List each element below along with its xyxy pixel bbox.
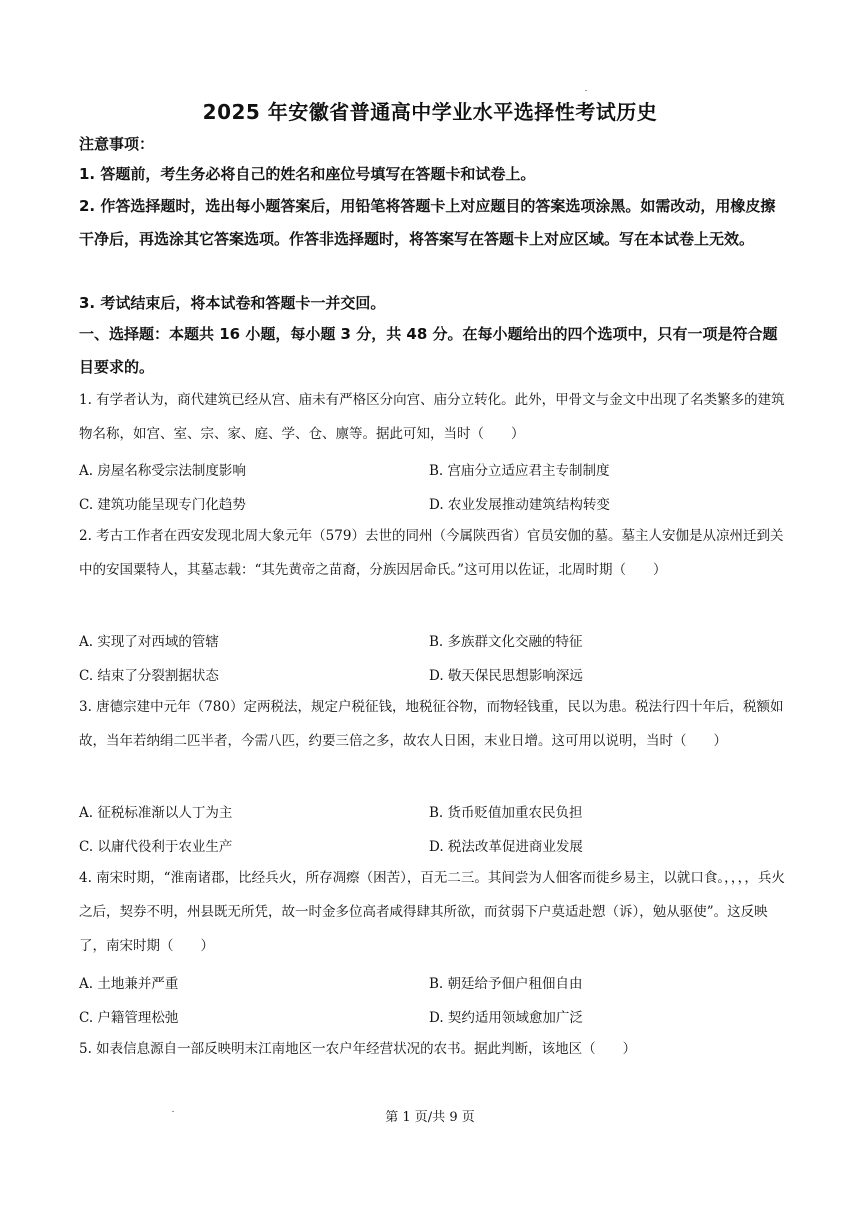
exam-title: 2025 年安徽省普通高中学业水平选择性考试历史: [202, 100, 658, 124]
option: A. 房屋名称受宗法制度影响: [79, 463, 246, 479]
section-heading: 一、选择题：本题共 16 小题，每小题 3 分，共 48 分。在每小题给出的四个选项中，只有一项是符合题目要求的。: [79, 325, 778, 376]
option: D. 敬天保民思想影响深远: [429, 668, 583, 684]
notice-item: 1. 答题前，考生务必将自己的姓名和座位号填写在答题卡和试卷上。: [79, 165, 536, 183]
option: C. 户籍管理松弛: [79, 1010, 179, 1026]
notice-heading: 注意事项：: [79, 135, 155, 153]
scan-dot: [585, 90, 587, 91]
option: C. 结束了分裂割据状态: [79, 668, 219, 684]
question-stem: 1. 有学者认为，商代建筑已经从宫、庙未有严格区分向宫、庙分立转化。此外，甲骨文与金文中出现了名类繁多的建筑物名称，如宫、室、宗、家、庭、学、仓、廪等。据此可知，当时（ ）: [79, 392, 785, 442]
page-footer: 第 1 页/共 9 页: [385, 1110, 475, 1125]
option: D. 契约适用领域愈加广泛: [429, 1010, 583, 1026]
question-stem: 4. 南宋时期，“淮南诸郡，比经兵火，所存凋瘵（困苦），百无二三。其间尝为人佃客而徙乡易主，以就口食。，，，，兵火之后，契券不明，州县既无所凭，故一时金多位高者咸得肆其所欲，而贫弱下户莫适赴愬（诉），勉从驱使”。这反映了，南宋时期（ ）: [79, 870, 785, 954]
option: B. 货币贬值加重农民负担: [429, 805, 583, 821]
option: D. 税法改革促进商业发展: [429, 839, 583, 855]
option: A. 征税标准渐以人丁为主: [79, 805, 233, 821]
question-stem: 3. 唐德宗建中元年（780）定两税法，规定户税征钱，地税征谷物，而物轻钱重，民以为患。税法行四十年后，税额如故，当年若纳绢二匹半者，今需八匹，约要三倍之多，故农人日困，末业日增。这可用以说明，当时（ ）: [79, 699, 784, 749]
notice-item: 3. 考试结束后，将本试卷和答题卡一并交回。: [79, 294, 386, 312]
option: B. 多族群文化交融的特征: [429, 634, 583, 650]
option: C. 建筑功能呈现专门化趋势: [79, 497, 246, 513]
option: A. 土地兼并严重: [79, 976, 179, 992]
option: B. 宫庙分立适应君主专制制度: [429, 463, 610, 479]
option: A. 实现了对西域的管辖: [79, 634, 219, 650]
option: C. 以庸代役利于农业生产: [79, 839, 233, 855]
question-stem: 5. 如表信息源自一部反映明末江南地区一农户年经营状况的农书。据此判断，该地区（ ）: [79, 1041, 637, 1057]
option: B. 朝廷给予佃户租佃自由: [429, 976, 583, 992]
option: D. 农业发展推动建筑结构转变: [429, 497, 610, 513]
question-stem: 2. 考古工作者在西安发现北周大象元年（579）去世的同州（今属陕西省）官员安伽的墓。墓主人安伽是从凉州迁到关中的安国粟特人，其墓志载：“其先黄帝之苗裔，分族因居命氏。”这可用以佐证，北周时期（ ）: [79, 528, 784, 578]
notice-item: 2. 作答选择题时，选出每小题答案后，用铅笔将答题卡上对应题目的答案选项涂黑。如需改动，用橡皮擦干净后，再选涂其它答案选项。作答非选择题时，将答案写在答题卡上对应区域。写在本试卷上无效。: [79, 197, 776, 248]
